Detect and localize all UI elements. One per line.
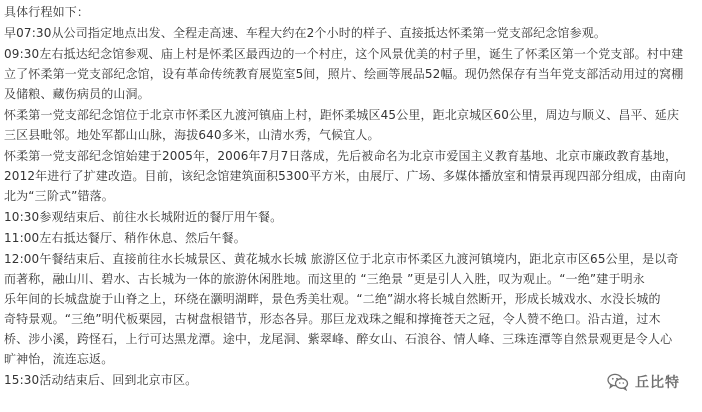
paragraph-memorial-history-line-1: 怀柔第一党支部纪念馆始建于2005年，2006年7月7日落成，先后被命名为北京市爱国主义教育基地、北京市廉政教育基地， [4, 149, 678, 163]
paragraph-great-wall-line-3: 乐年间的长城盘旋于山脊之上，环绕在灏明湖畔，景色秀美壮观。“二绝”湖水将长城自然断开，形成长城戏水、水没长城的 [4, 292, 661, 306]
itinerary-document [4, 2, 698, 390]
wechat-icon [607, 373, 629, 391]
paragraph-memorial-history-line-2: 2012年进行了扩建改造。目前，该纪念馆建筑面积5300平方米，由展厅、广场、多媒体播放室和情景再现四部分组成，由南向 [4, 169, 686, 183]
paragraph-lunch-transfer: 10:30参观结束后、前往水长城附近的餐厅用午餐。 [4, 210, 283, 224]
itinerary-heading: 具体行程如下： [4, 5, 90, 19]
paragraph-memorial-visit-line-2: 立了怀柔第一党支部纪念馆，设有革命传统教育展览室5间，照片、绘画等展品52幅。现仍然保存有当年党支部活动用过的窝棚 [4, 67, 684, 81]
paragraph-great-wall-line-5: 桥、涉小溪，跨怪石，上行可达黑龙潭。途中，龙尾洞、紫翠峰、醉女山、石浪谷、情人峰、三珠连潭等自然景观更是令人心 [4, 332, 673, 346]
paragraph-memorial-location-line-1: 怀柔第一党支部纪念馆位于北京市怀柔区九渡河镇庙上村，距怀柔城区45公里，距北京城区60公里，周边与顺义、昌平、延庆 [4, 108, 680, 122]
paragraph-memorial-visit-line-3: 及储粮、藏伤病员的山洞。 [4, 87, 150, 101]
paragraph-great-wall-line-1: 12:00午餐结束后、直接前往水长城景区、黄花城水长城 旅游区位于北京市怀柔区九渡河镇境内，距北京市区65公里，是以奇 [4, 252, 679, 266]
paragraph-great-wall-line-2: 而著称，融山川、碧水、古长城为一体的旅游休闲胜地。而这里的 “三绝景 ”更是引人入胜，叹为观止。“一绝”建于明永 [4, 272, 645, 286]
paragraph-memorial-history-line-3: 北为“三阶式”错落。 [4, 189, 114, 203]
paragraph-lunch: 11:00左右抵达餐厅、稍作休息、然后午餐。 [4, 231, 246, 245]
paragraph-departure: 早07:30从公司指定地点出发、全程走高速、车程大约在2个小时的样子、直接抵达怀柔第一党支部纪念馆参观。 [4, 26, 607, 40]
wechat-watermark [607, 372, 680, 392]
watermark-account-name: 丘比特 [635, 375, 680, 391]
paragraph-memorial-visit-line-1: 09:30左右抵达纪念馆参观、庙上村是怀柔区最西边的一个村庄，这个风景优美的村子里，诞生了怀柔区第一个党支部。村中建 [4, 47, 684, 61]
paragraph-memorial-location-line-2: 三区县毗邻。地处军都山山脉，海拔640多米，山清水秀，气候宜人。 [4, 128, 380, 142]
paragraph-return: 15:30活动结束后、回到北京市区。 [4, 373, 198, 387]
paragraph-great-wall-line-6: 旷神怡，流连忘返。 [4, 352, 114, 366]
paragraph-great-wall-line-4: 奇特景观。“三绝”明代板栗园，古树盘根错节，形态各异。那巨龙戏珠之鲲和撑掩苍天之冠，令人赞不绝口。沿古道，过木 [4, 312, 661, 326]
